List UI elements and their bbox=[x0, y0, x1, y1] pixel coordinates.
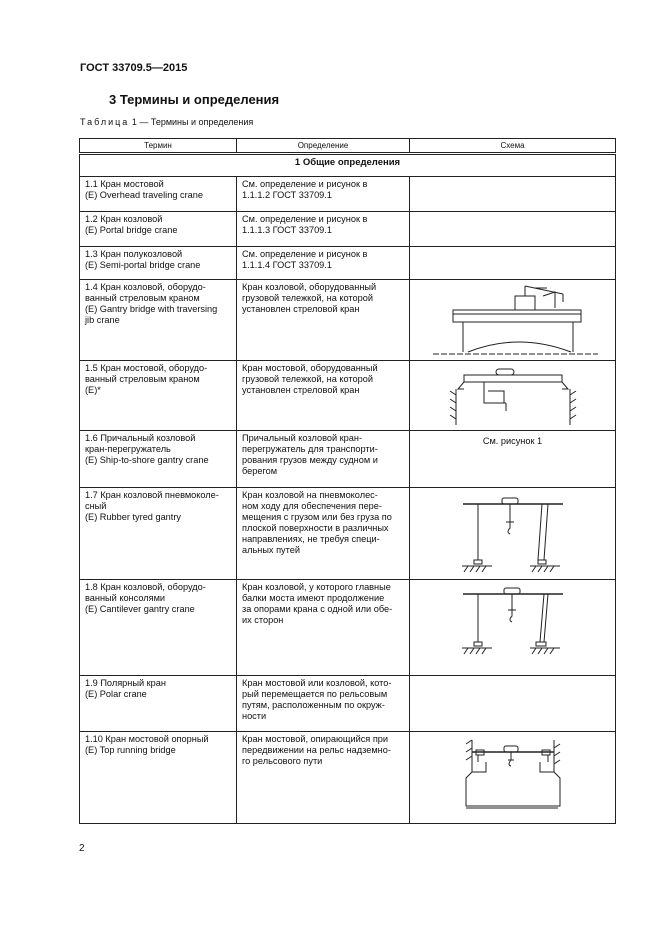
definition-line: Кран козловой, оборудованный bbox=[242, 282, 377, 292]
table-caption-text: — Термины и определения bbox=[139, 117, 254, 127]
definition-line: установлен стреловой кран bbox=[242, 385, 360, 395]
term-line: (E) Polar crane bbox=[85, 689, 147, 699]
definition-line: Кран козловой, у которого главные bbox=[242, 582, 391, 592]
definition-cell bbox=[237, 177, 410, 212]
definition-line: 1.1.1.4 ГОСТ 33709.1 bbox=[242, 260, 332, 270]
definition-cell bbox=[237, 361, 410, 431]
table-caption bbox=[80, 117, 253, 127]
scheme-cell bbox=[410, 580, 616, 676]
definition-line: Кран мостовой, опирающийся при bbox=[242, 734, 389, 744]
scheme-cell bbox=[410, 431, 616, 488]
term-line: 1.9 Полярный кран bbox=[85, 678, 166, 688]
gantry-jib-crane-diagram bbox=[423, 280, 603, 360]
term-line: 1.2 Кран козловой bbox=[85, 214, 163, 224]
definition-cell bbox=[237, 580, 410, 676]
term-cell bbox=[80, 280, 237, 361]
scheme-cell bbox=[410, 280, 616, 361]
document-code: ГОСТ 33709.5—2015 bbox=[80, 62, 188, 74]
definition-cell bbox=[237, 676, 410, 732]
table-row bbox=[80, 177, 616, 212]
definition-line: Кран мостовой или козловой, кото- bbox=[242, 678, 392, 688]
term-line: 1.5 Кран мостовой, оборудо- bbox=[85, 363, 208, 373]
term-line: 1.4 Кран козловой, оборудо- bbox=[85, 282, 206, 292]
top-running-bridge-diagram bbox=[458, 732, 568, 818]
definition-line: их сторон bbox=[242, 615, 284, 625]
definition-line: передвижении на рельс надземно- bbox=[242, 745, 391, 755]
term-cell bbox=[80, 247, 237, 280]
column-header-term: Термин bbox=[80, 139, 237, 154]
term-line: (E) Cantilever gantry crane bbox=[85, 604, 195, 614]
term-line: (E)* bbox=[85, 385, 101, 395]
definition-line: го рельсового пути bbox=[242, 756, 323, 766]
definition-line: См. определение и рисунок в bbox=[242, 179, 368, 189]
term-line: ванный стреловым краном bbox=[85, 374, 200, 384]
definition-line: 1.1.1.3 ГОСТ 33709.1 bbox=[242, 225, 332, 235]
definition-line: перегружатель для транспорти- bbox=[242, 444, 378, 454]
section-title: 3 Термины и определения bbox=[109, 92, 280, 107]
table-row bbox=[80, 488, 616, 580]
term-line: (E) Semi-portal bridge crane bbox=[85, 260, 201, 270]
rubber-tyred-gantry-diagram bbox=[458, 488, 568, 576]
term-cell bbox=[80, 732, 237, 824]
definition-line: Причальный козловой кран- bbox=[242, 433, 363, 443]
scheme-cell bbox=[410, 247, 616, 280]
scheme-cell bbox=[410, 212, 616, 247]
term-cell bbox=[80, 488, 237, 580]
term-line: (E) Ship-to-shore gantry crane bbox=[85, 455, 209, 465]
term-cell bbox=[80, 676, 237, 732]
table-row bbox=[80, 676, 616, 732]
definition-cell bbox=[237, 488, 410, 580]
term-line: ванный стреловым краном bbox=[85, 293, 200, 303]
subsection-title: 1 Общие определения bbox=[80, 154, 616, 177]
table-row bbox=[80, 361, 616, 431]
definition-cell bbox=[237, 280, 410, 361]
bridge-jib-crane-diagram bbox=[448, 361, 578, 427]
column-header-scheme: Схема bbox=[410, 139, 616, 154]
term-line: ванный консолями bbox=[85, 593, 166, 603]
term-line: 1.1 Кран мостовой bbox=[85, 179, 164, 189]
table-row bbox=[80, 732, 616, 824]
term-line: jib crane bbox=[85, 315, 120, 325]
definition-line: 1.1.1.2 ГОСТ 33709.1 bbox=[242, 190, 332, 200]
definition-line: установлен стреловой кран bbox=[242, 304, 360, 314]
definition-line: плоской поверхности в различных bbox=[242, 523, 389, 533]
term-line: 1.3 Кран полукозловой bbox=[85, 249, 183, 259]
subsection-row bbox=[80, 154, 616, 177]
cantilever-gantry-diagram bbox=[458, 580, 568, 670]
definition-line: берегом bbox=[242, 466, 278, 476]
term-line: (E) Rubber tyred gantry bbox=[85, 512, 181, 522]
definition-line: рования грузов между судном и bbox=[242, 455, 378, 465]
definition-line: Кран козловой на пневмоколес- bbox=[242, 490, 378, 500]
table-row bbox=[80, 212, 616, 247]
table-caption-label: Таблица bbox=[80, 117, 130, 127]
term-line: (E) Top running bridge bbox=[85, 745, 176, 755]
definition-cell bbox=[237, 732, 410, 824]
definition-line: См. определение и рисунок в bbox=[242, 249, 368, 259]
term-line: 1.8 Кран козловой, оборудо- bbox=[85, 582, 206, 592]
definition-line: Кран мостовой, оборудованный bbox=[242, 363, 378, 373]
term-line: (E) Gantry bridge with traversing bbox=[85, 304, 218, 314]
term-cell bbox=[80, 212, 237, 247]
definition-line: ности bbox=[242, 711, 267, 721]
term-cell bbox=[80, 177, 237, 212]
column-header-definition: Определение bbox=[237, 139, 410, 154]
page-number: 2 bbox=[79, 843, 85, 854]
term-line: (E) Overhead traveling crane bbox=[85, 190, 203, 200]
definition-line: путям, расположенным по окруж- bbox=[242, 700, 385, 710]
definition-line: См. определение и рисунок в bbox=[242, 214, 368, 224]
definition-cell bbox=[237, 431, 410, 488]
table-header-row bbox=[80, 139, 616, 154]
term-cell bbox=[80, 361, 237, 431]
definition-line: грузовой тележкой, на которой bbox=[242, 293, 373, 303]
table-row bbox=[80, 431, 616, 488]
definition-line: за опорами крана с одной или обе- bbox=[242, 604, 393, 614]
term-line: 1.6 Причальный козловой bbox=[85, 433, 196, 443]
scheme-reference: См. рисунок 1 bbox=[482, 436, 543, 446]
definition-line: ном ходу для обеспечения пере- bbox=[242, 501, 382, 511]
definition-line: направлениях, не требуя специ- bbox=[242, 534, 380, 544]
definition-line: рый перемещается по рельсовым bbox=[242, 689, 388, 699]
definition-cell bbox=[237, 212, 410, 247]
term-line: 1.10 Кран мостовой опорный bbox=[85, 734, 209, 744]
scheme-cell bbox=[410, 732, 616, 824]
definition-line: балки моста имеют продолжение bbox=[242, 593, 385, 603]
term-line: кран-перегружатель bbox=[85, 444, 171, 454]
scheme-cell bbox=[410, 177, 616, 212]
term-cell bbox=[80, 431, 237, 488]
table-caption-number: 1 bbox=[131, 117, 137, 127]
term-cell bbox=[80, 580, 237, 676]
table-row bbox=[80, 280, 616, 361]
scheme-cell bbox=[410, 488, 616, 580]
terms-table bbox=[79, 138, 616, 824]
scheme-cell bbox=[410, 676, 616, 732]
definition-line: альных путей bbox=[242, 545, 300, 555]
term-line: (E) Portal bridge crane bbox=[85, 225, 178, 235]
definition-cell bbox=[237, 247, 410, 280]
table-row bbox=[80, 580, 616, 676]
table-row bbox=[80, 247, 616, 280]
definition-line: мещения с грузом или без груза по bbox=[242, 512, 392, 522]
term-line: сный bbox=[85, 501, 107, 511]
scheme-cell bbox=[410, 361, 616, 431]
term-line: 1.7 Кран козловой пневмоколе- bbox=[85, 490, 219, 500]
definition-line: грузовой тележкой, на которой bbox=[242, 374, 373, 384]
